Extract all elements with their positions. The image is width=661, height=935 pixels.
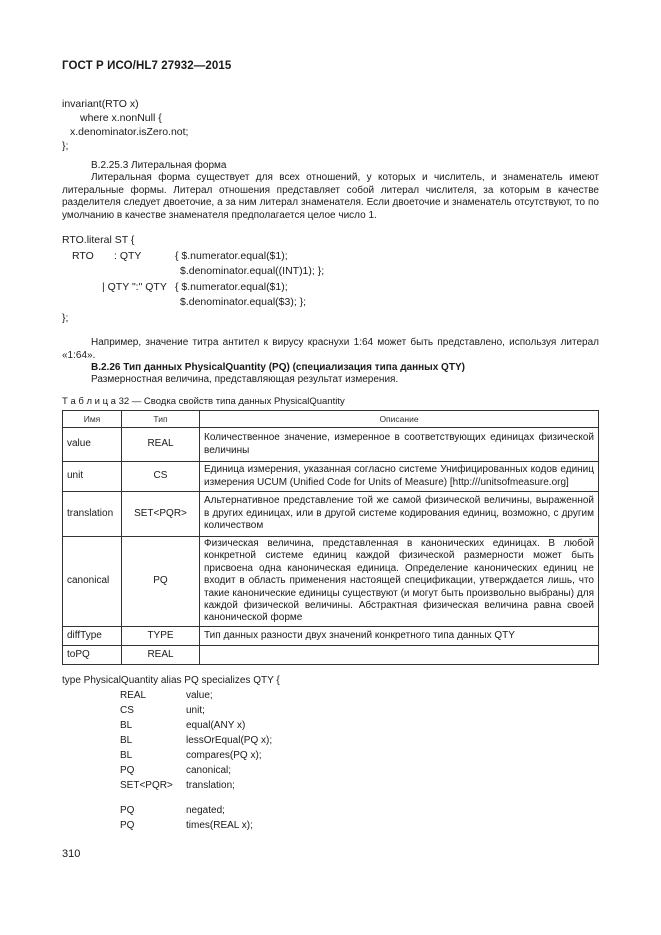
table-row (63, 428, 599, 462)
code-literal-rto: RTO (72, 250, 94, 262)
table-caption: Т а б л и ц а 32 — Сводка свойств типа данных PhysicalQuantity (62, 396, 345, 407)
code-literal-line4-rule: { $.numerator.equal($1); (175, 281, 288, 293)
row-description: Единица измерения, указанная согласно системе Унифицированных кодов единиц измерения UCUM (Unified Code for Units of Measure) [http:///unitsofmeasure.org] (200, 462, 599, 492)
page-number: 310 (62, 848, 81, 860)
row-description (200, 645, 599, 664)
member-type: CS (120, 705, 134, 716)
member-type: SET<PQR> (120, 780, 173, 791)
example-text: Например, значение титра антител к вирусу краснухи 1:64 может быть представлено, используя литерал «1:64». (62, 337, 599, 361)
code-literal-alt: | QTY ":" QTY (102, 281, 167, 293)
row-name: canonical (63, 537, 122, 627)
table-row (63, 645, 599, 664)
section-b2253-title: B.2.25.3 Литеральная форма (91, 160, 227, 171)
row-description: Физическая величина, представленная в канонических единицах. В любой конкретной системе единиц каждой физической размерности может быть присвоена одна каноническая единица. Определение канонических единиц не входит в область применения настоящей спецификации, утверждается лишь, что такие канонические единицы существуют (и могут быть произвольно выбраны) для каждой физической величины. Абстрактная физическая величина равна своей канонической форме (200, 537, 599, 627)
member-type: BL (120, 735, 133, 746)
member-type: BL (120, 750, 133, 761)
table-row (63, 626, 599, 645)
code-invariant-line1: invariant(RTO x) (62, 98, 139, 110)
code-literal-qty: : QTY (114, 250, 142, 262)
row-type: PQ (122, 537, 200, 627)
member-name: compares(PQ x); (186, 750, 262, 761)
member-type: PQ (120, 805, 135, 816)
member-type: BL (120, 720, 133, 731)
section-b2253-text: Литеральная форма существует для всех отношений, у которых и числитель, и знаменатель имеют литеральные формы. Литерал отношения представляет собой литерал числителя, за которым в качестве разделителя следует двоеточие, а за ним литерал знаменателя. Если двоеточие и знаменатель отсутствуют, то по умолчанию в качестве знаменателя предполагается целое число 1. (62, 172, 599, 221)
row-type: REAL (122, 428, 200, 462)
section-b226-text: Размерностная величина, представляющая результат измерения. (91, 374, 399, 385)
row-name: toPQ (63, 645, 122, 664)
member-type: PQ (120, 765, 135, 776)
row-name: value (63, 428, 122, 462)
member-name: value; (186, 690, 213, 701)
table-row (63, 492, 599, 537)
type-declaration-heading: type PhysicalQuantity alias PQ specializes QTY { (62, 675, 280, 686)
member-type: REAL (120, 690, 147, 701)
code-invariant-line4: }; (62, 140, 69, 152)
member-name: unit; (186, 705, 205, 716)
member-name: times(REAL x); (186, 820, 253, 831)
code-literal-line6: }; (62, 312, 69, 324)
properties-table (62, 410, 599, 665)
row-name: diffType (63, 626, 122, 645)
member-type: PQ (120, 820, 135, 831)
row-type: CS (122, 462, 200, 492)
member-name: lessOrEqual(PQ x); (186, 735, 273, 746)
code-invariant-line2: where x.nonNull { (80, 112, 162, 124)
document-header: ГОСТ Р ИСО/HL7 27932—2015 (62, 60, 232, 72)
row-type: SET<PQR> (122, 492, 200, 537)
table-row (63, 462, 599, 492)
row-type: TYPE (122, 626, 200, 645)
header-name: Имя (63, 411, 122, 428)
row-name: unit (63, 462, 122, 492)
code-literal-line2-rule: { $.numerator.equal($1); (175, 250, 288, 262)
code-literal-line3: $.denominator.equal((INT)1); }; (180, 265, 325, 277)
row-description: Количественное значение, измеренное в соответствующих единицах физической величины (200, 428, 599, 462)
header-type: Тип (122, 411, 200, 428)
member-name: canonical; (186, 765, 232, 776)
code-literal-line5: $.denominator.equal($3); }; (180, 296, 307, 308)
code-invariant-line3: x.denominator.isZero.not; (70, 126, 189, 138)
row-name: translation (63, 492, 122, 537)
row-description: Тип данных разности двух значений конкретного типа данных QTY (200, 626, 599, 645)
code-literal-line1: RTO.literal ST { (62, 234, 135, 246)
section-b226-title: B.2.26 Тип данных PhysicalQuantity (PQ) (специализация типа данных QTY) (91, 362, 465, 373)
table-row (63, 537, 599, 627)
header-description: Описание (200, 411, 599, 428)
member-name: negated; (186, 805, 225, 816)
row-type: REAL (122, 645, 200, 664)
table-header-row (63, 411, 599, 428)
member-name: translation; (186, 780, 235, 791)
member-name: equal(ANY x) (186, 720, 246, 731)
row-description: Альтернативное представление той же самой физической величины, выраженной в других единицах, или в другой системе кодирования единиц, возможно, с другим количеством (200, 492, 599, 537)
